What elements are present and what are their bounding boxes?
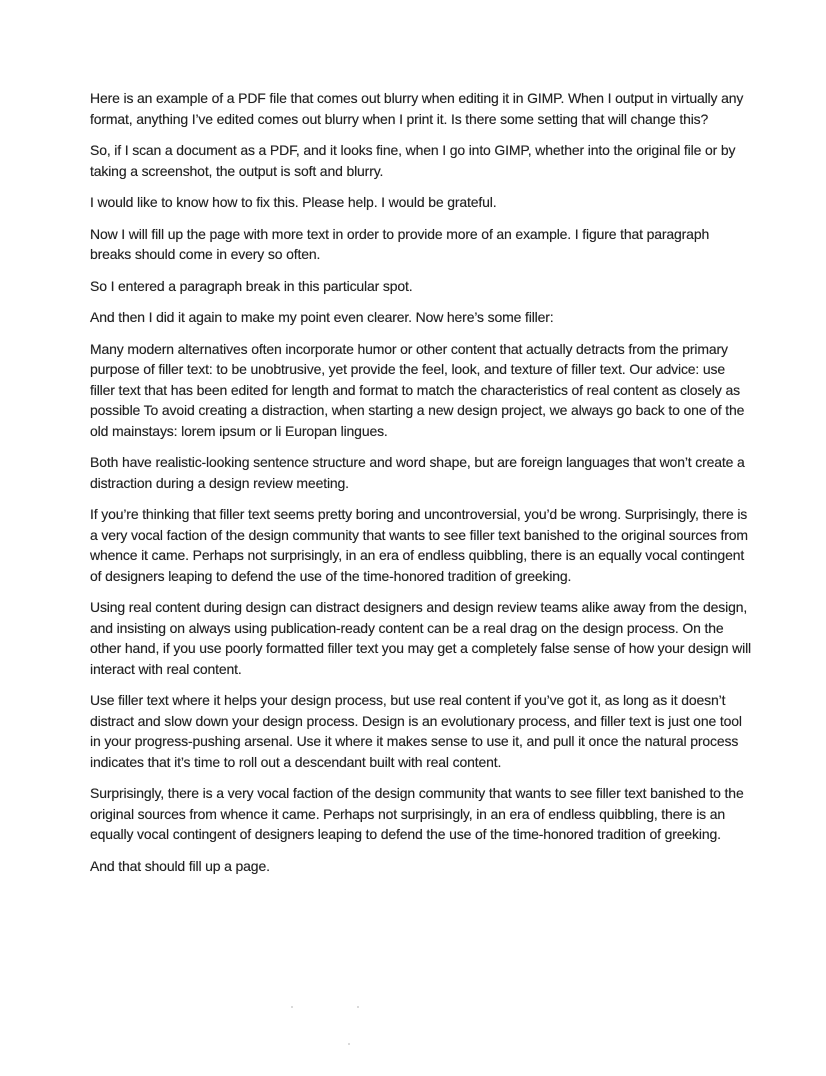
scan-speck [291, 1006, 293, 1008]
scan-speck [348, 1043, 350, 1045]
paragraph-1: Here is an example of a PDF file that comes out blurry when editing it in GIMP. When I output in virtually any format, anything I’ve edited comes out blurry when I print it. Is there some setting that will change this? [90, 90, 744, 127]
document-text-block [90, 88, 752, 887]
scan-speck [357, 1006, 359, 1008]
paragraph-3: I would like to know how to fix this. Please help. I would be grateful. [90, 194, 497, 210]
paragraph-12: Surprisingly, there is a very vocal faction of the design community that wants to see filler text banished to the original sources from whence it came. Perhaps not surprisingly, in an era of endless quibbling, there is an equally vocal contingent of designers leaping to defend the use of the time-honored tradition of greeking. [90, 785, 744, 842]
paragraph-7: Many modern alternatives often incorporate humor or other content that actually detracts from the primary purpose of filler text: to be unobtrusive, yet provide the feel, look, and texture of filler text. Our advice: use filler text that has been edited for length and format to match the characteristics of real content as closely as possible To avoid creating a distraction, when starting a new design project, we always go back to one of the old mainstays: lorem ipsum or li Europan lingues. [90, 340, 745, 439]
paragraph-10: Using real content during design can distract designers and design review teams alike away from the design, and insisting on always using publication-ready content can be a real drag on the design process. On the other hand, if you use poorly formatted filler text you may get a completely false sense of how your design will interact with real content. [90, 599, 751, 677]
paragraph-13: And that should fill up a page. [90, 857, 270, 874]
paragraph-6: And then I did it again to make my point even clearer. Now here’s some filler: [90, 309, 554, 325]
paragraph-11: Use filler text where it helps your design process, but use real content if you’ve got it, as long as it doesn’t distract and slow down your design process. Design is an evolutionary process, and filler text is just one tool in your progress-pushing arsenal. Use it where it makes sense to use it, and pull it once the natural process indicates that it’s time to roll out a descendant built with real content. [90, 692, 742, 770]
paragraph-9: If you’re thinking that filler text seems pretty boring and uncontroversial, you’d be wrong. Surprisingly, there is a very vocal faction of the design community that wants to see filler text banished to the original sources from whence it came. Perhaps not surprisingly, in an era of endless quibbling, there is an equally vocal contingent of designers leaping to defend the use of the time-honored tradition of greeking. [90, 506, 748, 584]
paragraph-2: So, if I scan a document as a PDF, and it looks fine, when I go into GIMP, whether into the original file or by taking a screenshot, the output is soft and blurry. [90, 142, 736, 179]
paragraph-5: So I entered a paragraph break in this particular spot. [90, 277, 413, 294]
paragraph-8: Both have realistic-looking sentence structure and word shape, but are foreign languages that won’t create a distraction during a design review meeting. [90, 454, 745, 491]
paragraph-4: Now I will fill up the page with more text in order to provide more of an example. I figure that paragraph breaks should come in every so often. [90, 225, 710, 262]
